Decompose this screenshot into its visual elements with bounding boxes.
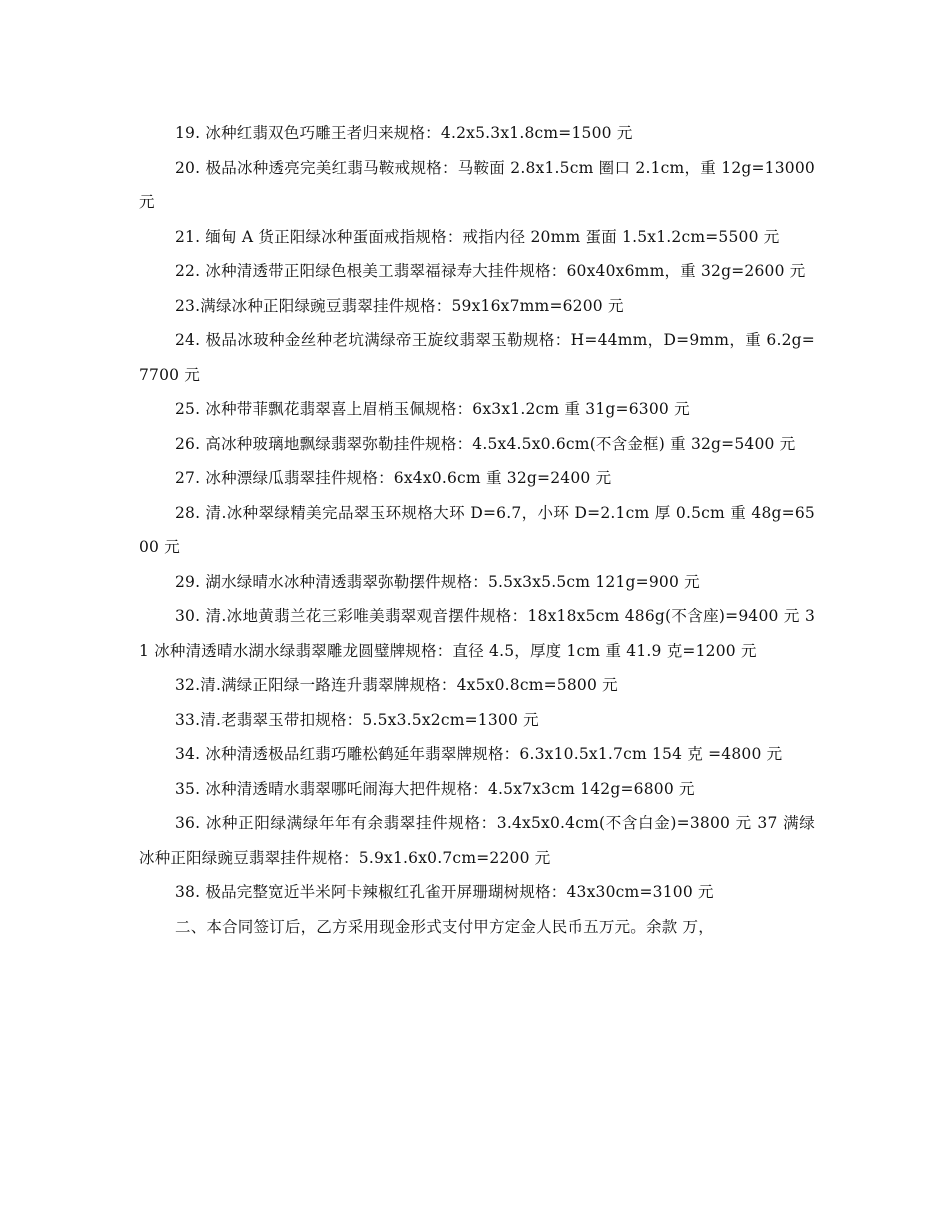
item-24: 24. 极品冰玻种金丝种老坑满绿帝王旋纹翡翠玉勒规格：H=44mm，D=9mm，重 6.2g=7700 元 (139, 331, 815, 384)
item-36-37: 36. 冰种正阳绿满绿年年有余翡翠挂件规格：3.4x5x0.4cm(不含白金)=3800 元 37 满绿冰种正阳绿豌豆翡翠挂件规格：5.9x1.6x0.7cm=2200 元 (139, 814, 815, 867)
item-26: 26. 高冰种玻璃地飘绿翡翠弥勒挂件规格：4.5x4.5x0.6cm(不含金框) 重 32g=5400 元 (175, 434, 796, 453)
item-19: 19. 冰种红翡双色巧雕王者归来规格：4.2x5.3x1.8cm=1500 元 (175, 124, 633, 142)
item-20: 20. 极品冰种透亮完美红翡马鞍戒规格：马鞍面 2.8x1.5cm 圈口 2.1cm，重 12g=13000 元 (139, 158, 815, 211)
item-21: 21. 缅甸 A 货正阳绿冰种蛋面戒指规格：戒指内径 20mm 蛋面 1.5x1.2cm=5500 元 (175, 227, 780, 246)
item-22: 22. 冰种清透带正阳绿色根美工翡翠福禄寿大挂件规格：60x40x6mm，重 32g=2600 元 (175, 262, 806, 280)
contract-clause-two: 二、本合同签订后，乙方采用现金形式支付甲方定金人民币五万元。余款 万， (175, 917, 714, 936)
item-29: 29. 湖水绿晴水冰种清透翡翠弥勒摆件规格：5.5x3x5.5cm 121g=900 元 (175, 572, 700, 591)
item-34: 34. 冰种清透极品红翡巧雕松鹤延年翡翠牌规格：6.3x10.5x1.7cm 154 克 =4800 元 (175, 745, 783, 763)
item-32: 32.清.满绿正阳绿一路连升翡翠牌规格：4x5x0.8cm=5800 元 (175, 676, 618, 694)
item-25: 25. 冰种带菲飘花翡翠喜上眉梢玉佩规格：6x3x1.2cm 重 31g=6300 元 (175, 400, 690, 418)
document-body (139, 116, 815, 944)
item-27: 27. 冰种漂绿瓜翡翠挂件规格：6x4x0.6cm 重 32g=2400 元 (175, 469, 612, 487)
item-38: 38. 极品完整宽近半米阿卡辣椒红孔雀开屏珊瑚树规格：43x30cm=3100 元 (175, 883, 714, 901)
item-35: 35. 冰种清透晴水翡翠哪吒闹海大把件规格：4.5x7x3cm 142g=6800 元 (175, 779, 695, 798)
item-33: 33.清.老翡翠玉带扣规格：5.5x3.5x2cm=1300 元 (175, 710, 539, 729)
item-30-31: 30. 清.冰地黄翡兰花三彩唯美翡翠观音摆件规格：18x18x5cm 486g(不含座)=9400 元 31 冰种清透晴水湖水绿翡翠雕龙圆璧牌规格：直径 4.5，厚度 1cm 重 41.9 克=1200 元 (139, 607, 815, 660)
item-23: 23.满绿冰种正阳绿豌豆翡翠挂件规格：59x16x7mm=6200 元 (175, 296, 624, 315)
item-28: 28. 清.冰种翠绿精美完品翠玉环规格大环 D=6.7，小环 D=2.1cm 厚 0.5cm 重 48g=6500 元 (139, 503, 815, 556)
